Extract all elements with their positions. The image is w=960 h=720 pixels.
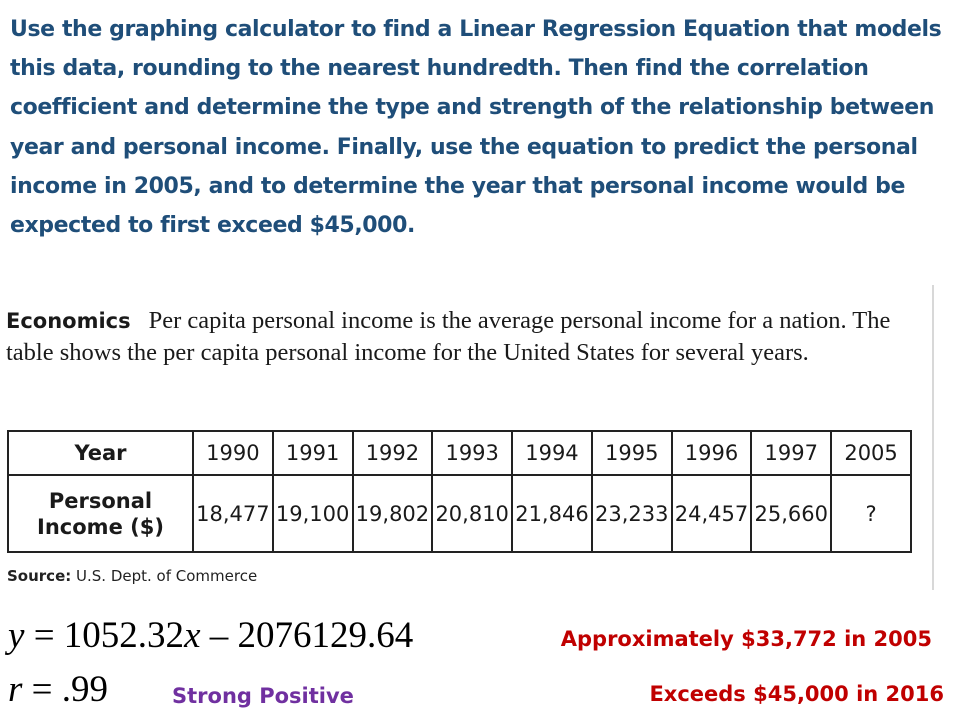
correlation-r: r: [8, 669, 23, 710]
income-cell: 21,846: [512, 475, 592, 552]
income-cell: 20,810: [432, 475, 512, 552]
income-row: [8, 475, 911, 552]
year-cell: 1991: [273, 431, 353, 475]
source-text: U.S. Dept. of Commerce: [76, 567, 258, 585]
income-header: [8, 475, 193, 552]
income-cell: 19,802: [353, 475, 433, 552]
source-label: Source:: [7, 567, 72, 585]
income-cell: 24,457: [672, 475, 752, 552]
equation-intercept: – 2076129.64: [200, 615, 414, 656]
year-cell: 1992: [353, 431, 433, 475]
year-cell: 1997: [751, 431, 831, 475]
year-header: Year: [8, 431, 193, 475]
regression-equation: [8, 614, 413, 657]
problem-statement: [6, 305, 926, 368]
instructions-text: Use the graphing calculator to find a Linear Regression Equation that models this data, rounding to the nearest hundredth. Then find the correlation coefficient and determine the type and strength of the relationship between year and personal income. Finally, use the equation to predict the personal income in 2005, and to determine the year that personal income would be expected to first exceed $45,000.: [10, 17, 942, 239]
income-cell: 23,233: [592, 475, 672, 552]
year-cell: 1993: [432, 431, 512, 475]
strength-label: Strong Positive: [172, 684, 354, 708]
income-cell: 19,100: [273, 475, 353, 552]
problem-text: Per capita personal income is the average personal income for a nation. The table shows the per capita personal income for the United States for several years.: [6, 307, 891, 366]
prediction-label: Approximately $33,772 in 2005: [560, 627, 932, 651]
source-citation: [7, 567, 257, 585]
equation-coef: = 1052.32: [24, 615, 185, 656]
equation-x: x: [184, 615, 201, 656]
year-cell: 1994: [512, 431, 592, 475]
income-table: [7, 430, 912, 553]
year-cell: 2005: [831, 431, 911, 475]
income-cell: ?: [831, 475, 911, 552]
correlation-coefficient: [8, 668, 108, 711]
income-cell: 25,660: [751, 475, 831, 552]
income-header-line1: Personal: [48, 488, 153, 513]
income-cell: 18,477: [193, 475, 273, 552]
year-cell: 1990: [193, 431, 273, 475]
textbook-excerpt: [0, 285, 934, 590]
correlation-value: = .99: [22, 669, 109, 710]
equation-y: y: [8, 615, 25, 656]
year-cell: 1996: [672, 431, 752, 475]
exceeds-label: Exceeds $45,000 in 2016: [649, 682, 944, 706]
income-header-line2: Income ($): [37, 514, 164, 539]
problem-keyword: Economics: [6, 309, 131, 333]
year-cell: 1995: [592, 431, 672, 475]
year-row: [8, 431, 911, 475]
